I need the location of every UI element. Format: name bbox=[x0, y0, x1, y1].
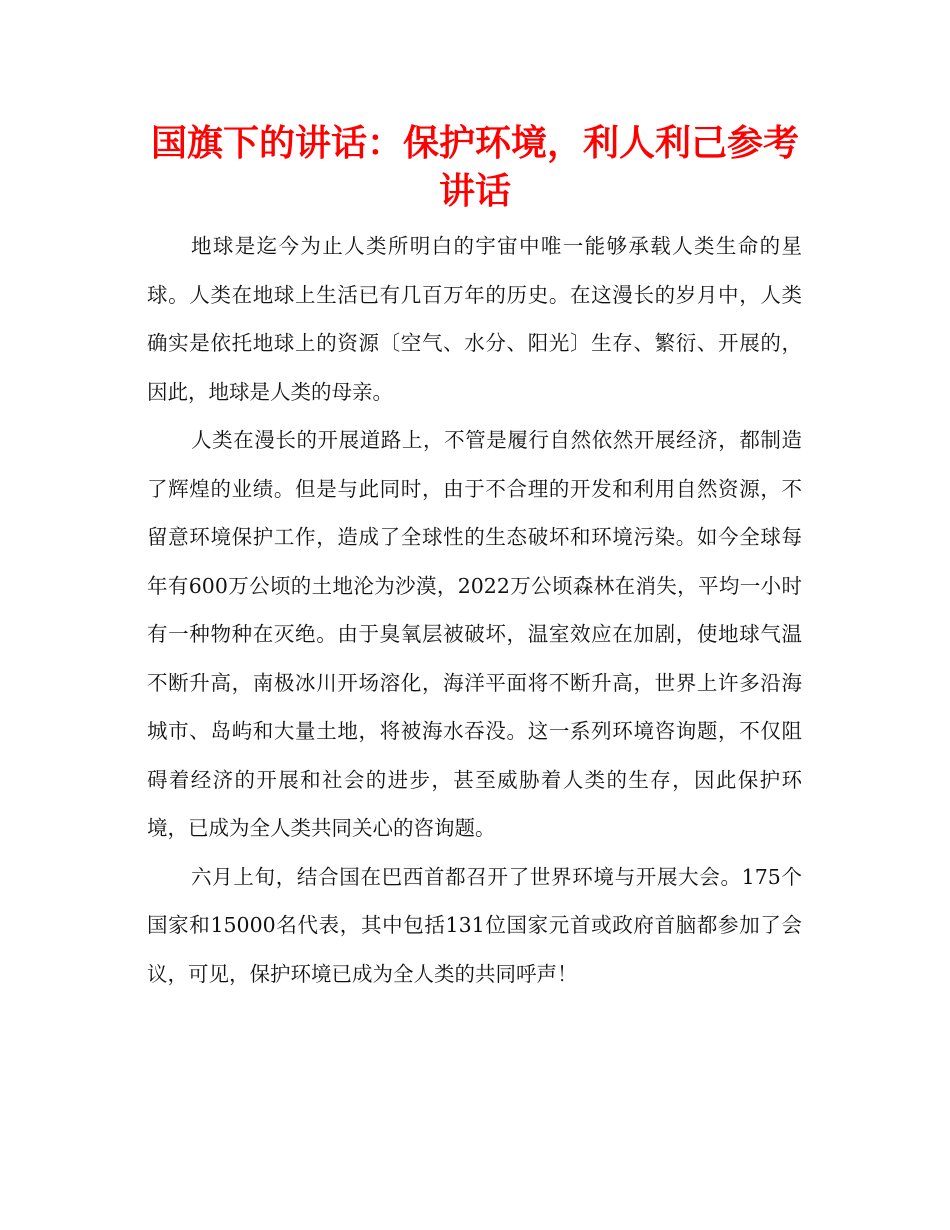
paragraph-1: 地球是迄今为止人类所明白的宇宙中唯一能够承载人类生命的星球。人类在地球上生活已有几百万年的历史。在这漫长的岁月中，人类确实是依托地球上的资源〔空气、水分、阳光〕生存、繁衍、开展的，因此，地球是人类的母亲。 bbox=[147, 234, 802, 404]
paragraph-3: 六月上旬，结合国在巴西首都召开了世界环境与开展大会。175个国家和15000名代表，其中包括131位国家元首或政府首脑都参加了会议，可见，保护环境已成为全人类的共同呼声！ bbox=[147, 864, 802, 986]
document-body bbox=[147, 222, 802, 998]
paragraph-2: 人类在漫长的开展道路上，不管是履行自然依然开展经济，都制造了辉煌的业绩。但是与此同时，由于不合理的开发和利用自然资源，不留意环境保护工作，造成了全球性的生态破坏和环境污染。如今全球每年有600万公顷的土地沦为沙漠，2022万公顷森林在消失，平均一小时有一种物种在灭绝。由于臭氧层被破坏，温室效应在加剧，使地球气温不断升高，南极冰川开场溶化，海洋平面将不断升高，世界上许多沿海城市、岛屿和大量土地，将被海水吞没。这一系列环境咨询题，不仅阻碍着经济的开展和社会的进步，甚至威胁着人类的生存，因此保护环境，已成为全人类共同关心的咨询题。 bbox=[147, 428, 802, 840]
document-title: 国旗下的讲话：保护环境，利人利己参考讲话 bbox=[150, 123, 799, 212]
